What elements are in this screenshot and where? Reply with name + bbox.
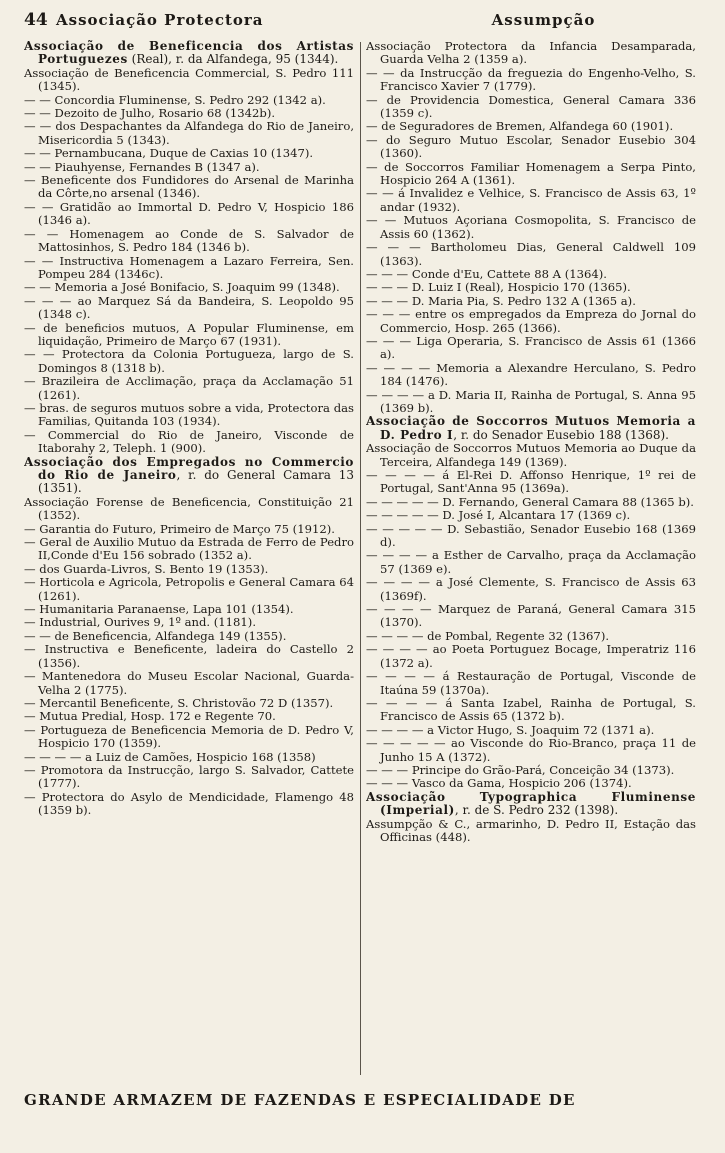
entry-text: — dos Guarda-Livros, S. Bento 19 (1353). [24,561,269,576]
entry-text: — — Homenagem ao Conde de S. Salvador de Mattosinhos, S. Pedro 184 (1346 b). [24,226,354,255]
entry-text: — — Mutuos Açoriana Cosmopolita, S. Francisco de Assis 60 (1362). [366,213,696,241]
entry-text: — — — — á Restauração de Portugal, Visconde de Itaúna 59 (1370a). [366,669,696,697]
entry-text: — — Concordia Fluminense, S. Pedro 292 (1342 a). [24,92,326,107]
entry-text: — Commercial do Rio de Janeiro, Visconde de Itaborahy 2, Teleph. 1 (900). [24,427,354,456]
footer-advertisement: GRANDE ARMAZEM DE FAZENDAS E ESPECIALIDADE DE [24,1091,576,1109]
entry-text: — — — — a Esther de Carvalho, praça da Acclamação 57 (1369 e). [366,548,696,576]
entry-text: — — — entre os empregados da Empreza do Jornal do Commercio, Hosp. 265 (1366). [366,307,696,335]
entry-text: Assumpção & C., armarinho, D. Pedro II, Estação das Officinas (448). [366,816,696,844]
directory-entry [366,469,696,496]
directory-entry [24,630,354,643]
column-divider [360,42,361,1075]
entry-text: — — — ao Marquez Sá da Bandeira, S. Leopoldo 95 (1348 c). [24,293,354,322]
entry-heading: Associação dos Empregados no Commercio do Rio de Janeiro [24,454,354,482]
directory-entry [366,777,696,790]
directory-entry [24,67,354,94]
directory-heading-entry [366,415,696,442]
entry-text: — — á Invalidez e Velhice, S. Francisco de Assis 63, 1º andar (1932). [366,186,696,214]
entry-text: — de Providencia Domestica, General Camara 336 (1359 c). [366,92,696,121]
directory-entry [24,616,354,629]
entry-text: — — — Liga Operaria, S. Francisco de Assis 61 (1366 a). [366,333,696,362]
entry-heading: Associação de Soccorros Mutuos Memoria a D. Pedro I [366,414,696,442]
directory-entry [24,281,354,294]
directory-entry [24,348,354,375]
entry-text: Associação de Beneficencia Commercial, S. Pedro 111 (1345). [24,65,354,94]
directory-entry [366,161,696,188]
entry-text: — Horticola e Agricola, Petropolis e General Camara 64 (1261). [24,575,354,603]
entry-text: — — — — a D. Maria II, Rainha de Portugal, S. Anna 95 (1369 b). [366,387,696,415]
page-header [24,10,701,32]
directory-entry [366,389,696,416]
directory-entry [24,375,354,402]
directory-entry [366,630,696,643]
entry-text: — — de Beneficencia, Alfandega 149 (1355). [24,628,287,643]
directory-entry [366,281,696,294]
directory-heading-entry [24,456,354,496]
directory-entry [24,536,354,563]
entry-text: — — Piauhyense, Fernandes B (1347 a). [24,159,260,174]
entry-text: — bras. de seguros mutuos sobre a vida, Protectora das Familias, Quitanda 103 (1934). [24,400,354,429]
entry-text: — — — — ao Poeta Portuguez Bocage, Imperatriz 116 (1372 a). [366,642,696,670]
entry-text: — — — — — ao Visconde do Rio-Branco, praça 11 de Junho 15 A (1372). [366,736,696,764]
directory-entry [366,308,696,335]
entry-text: — de Seguradores de Bremen, Alfandega 60 (1901). [366,119,674,134]
directory-entry [24,710,354,723]
directory-entry [24,764,354,791]
entry-text: Associação de Soccorros Mutuos Memoria ao Duque da Terceira, Alfandega 149 (1369). [366,441,696,469]
entry-text: — — — Vasco da Gama, Hospicio 206 (1374). [366,776,632,791]
entry-text: — Garantia do Futuro, Primeiro de Março 75 (1912). [24,521,335,536]
entry-text: — Geral de Auxilio Mutuo da Estrada de Ferro de Pedro II,Conde d'Eu 156 sobrado (1352 a). [24,535,354,563]
entry-text: — — — — — D. Sebastião, Senador Eusebio 168 (1369 d). [366,521,696,550]
entry-text: — — da Instrucção da freguezia do Engenho-Velho, S. Francisco Xavier 7 (1779). [366,65,696,94]
directory-entry [24,161,354,174]
left-column [24,40,354,1075]
directory-entry [366,241,696,268]
entry-text: — Instructiva e Beneficente, ladeira do Castello 2 (1356). [24,642,354,670]
entry-text: — Promotora da Instrucção, largo S. Salvador, Cattete (1777). [24,762,354,791]
directory-entry [24,228,354,255]
directory-entry [366,670,696,697]
entry-text: — de beneficios mutuos, A Popular Fluminense, em liquidação, Primeiro de Março 67 (1931). [24,320,354,348]
directory-entry [366,134,696,161]
entry-heading: Associação Typographica Fluminense (Imperial) [366,789,696,818]
entry-text: — — — — Memoria a Alexandre Herculano, S. Pedro 184 (1476). [366,360,696,389]
entry-text: — Mercantil Beneficente, S. Christovão 72 D (1357). [24,695,334,710]
entry-text: , r. do General Camara 13 (1351). [38,468,354,496]
page-number: 44 [24,10,48,30]
directory-heading-entry [366,791,696,818]
directory-entry [366,496,696,509]
directory-entry [366,509,696,522]
directory-entry [366,549,696,576]
directory-entry [24,107,354,120]
entry-text: — — Protectora da Colonia Portugueza, largo de S. Domingos 8 (1318 b). [24,347,354,375]
directory-entry [366,643,696,670]
directory-entry [24,603,354,616]
directory-entry [24,643,354,670]
entry-text: , r. de S. Pedro 232 (1398). [454,803,619,818]
entry-text: — — Instructiva Homenagem a Lazaro Ferreira, Sen. Pompeu 284 (1346c). [24,253,354,281]
directory-entry [366,120,696,133]
directory-entry [366,737,696,764]
running-head-left: Associação Protectora [56,11,264,29]
entry-text: — Humanitaria Paranaense, Lapa 101 (1354). [24,602,294,617]
entry-text: — — Gratidão ao Immortal D. Pedro V, Hospicio 186 (1346 a). [24,199,354,228]
directory-entry [24,523,354,536]
directory-entry [366,67,696,94]
entry-heading: Associação de Beneficencia dos Artistas Portuguezes [24,40,354,67]
directory-entry [24,295,354,322]
right-column [366,40,696,1075]
entry-text: — — — — á Santa Izabel, Rainha de Portugal, S. Francisco de Assis 65 (1372 b). [366,695,696,724]
entry-text: Associação Forense de Beneficencia, Constituição 21 (1352). [24,494,354,523]
entry-text: — — — — á El-Rei D. Affonso Henrique, 1º rei de Portugal, Sant'Anna 95 (1369a). [366,468,696,496]
directory-entry [366,442,696,469]
directory-entry [366,335,696,362]
entry-text: — Portugueza de Beneficencia Memoria de D. Pedro V, Hospicio 170 (1359). [24,722,354,751]
directory-entry [366,214,696,241]
directory-entry [24,791,354,818]
directory-entry [366,295,696,308]
entry-text: — Protectora do Asylo de Mendicidade, Flamengo 48 (1359 b). [24,789,354,818]
directory-entry [366,724,696,737]
directory-entry [366,603,696,630]
entry-text: — — — — — D. José I, Alcantara 17 (1369 c). [366,508,631,523]
entry-text: — Mutua Predial, Hosp. 172 e Regente 70. [24,709,276,724]
entry-text: — — — — a José Clemente, S. Francisco de Assis 63 (1369f). [366,575,696,603]
directory-entry [366,818,696,845]
entry-text: — do Seguro Mutuo Escolar, Senador Eusebio 304 (1360). [366,132,696,161]
directory-entry [24,576,354,603]
entry-text: , r. do Senador Eusebio 188 (1368). [453,427,669,442]
directory-entry [24,201,354,228]
entry-text: — Industrial, Ourives 9, 1º and. (1181). [24,615,256,630]
entry-text: (Real), r. da Alfandega, 95 (1344). [127,52,339,67]
directory-entry [24,322,354,349]
directory-entry [24,724,354,751]
running-head-right: Assumpção [491,11,596,29]
directory-entry [366,40,696,67]
entry-text: — Beneficente dos Fundidores do Arsenal de Marinha da Côrte,no arsenal (1346). [24,173,354,201]
directory-entry [24,496,354,523]
entry-text: — — — — — D. Fernando, General Camara 88 (1365 b). [366,494,694,509]
directory-entry [366,697,696,724]
entry-text: — de Soccorros Familiar Homenagem a Serpa Pinto, Hospicio 264 A (1361). [366,159,696,188]
directory-entry [24,697,354,710]
directory-entry [24,94,354,107]
directory-entry [366,187,696,214]
entry-text: — — — — Marquez de Paraná, General Camara 315 (1370). [366,602,696,630]
directory-entry [24,255,354,282]
directory-entry [24,429,354,456]
entry-text: — — — — a Luiz de Camões, Hospicio 168 (1358) [24,749,316,764]
directory-entry [366,764,696,777]
directory-entry [366,362,696,389]
entry-text: Associação Protectora da Infancia Desamparada, Guarda Velha 2 (1359 a). [366,40,696,67]
entry-text: — — — Conde d'Eu, Cattete 88 A (1364). [366,266,607,281]
entry-text: — — — — a Victor Hugo, S. Joaquim 72 (1371 a). [366,722,655,737]
entry-text: — — dos Despachantes da Alfandega do Rio de Janeiro, Misericordia 5 (1343). [24,119,354,147]
directory-entry [366,576,696,603]
directory-entry [24,147,354,160]
entry-text: — — Dezoito de Julho, Rosario 68 (1342b). [24,106,276,121]
entry-text: — — — Bartholomeu Dias, General Caldwell 109 (1363). [366,240,696,268]
entry-text: — — — Principe do Grão-Pará, Conceição 34 (1373). [366,762,675,777]
directory-entry [24,670,354,697]
entry-text: — — — — de Pombal, Regente 32 (1367). [366,628,610,643]
entry-text: — — — D. Maria Pia, S. Pedro 132 A (1365 a). [366,293,636,308]
directory-entry [24,120,354,147]
entry-text: — — Pernambucana, Duque de Caxias 10 (1347). [24,146,314,161]
directory-entry [24,751,354,764]
directory-entry [366,268,696,281]
entry-text: — — Memoria a José Bonifacio, S. Joaquim 99 (1348). [24,280,340,295]
entry-text: — Brazileira de Acclimação, praça da Acclamação 51 (1261). [24,374,354,402]
directory-entry [366,94,696,121]
directory-entry [24,402,354,429]
directory-entry [24,563,354,576]
directory-heading-entry [24,40,354,67]
entry-text: — Mantenedora do Museu Escolar Nacional, Guarda-Velha 2 (1775). [24,669,354,697]
directory-entry [366,523,696,550]
entry-text: — — — D. Luiz I (Real), Hospicio 170 (1365). [366,280,631,295]
directory-entry [24,174,354,201]
